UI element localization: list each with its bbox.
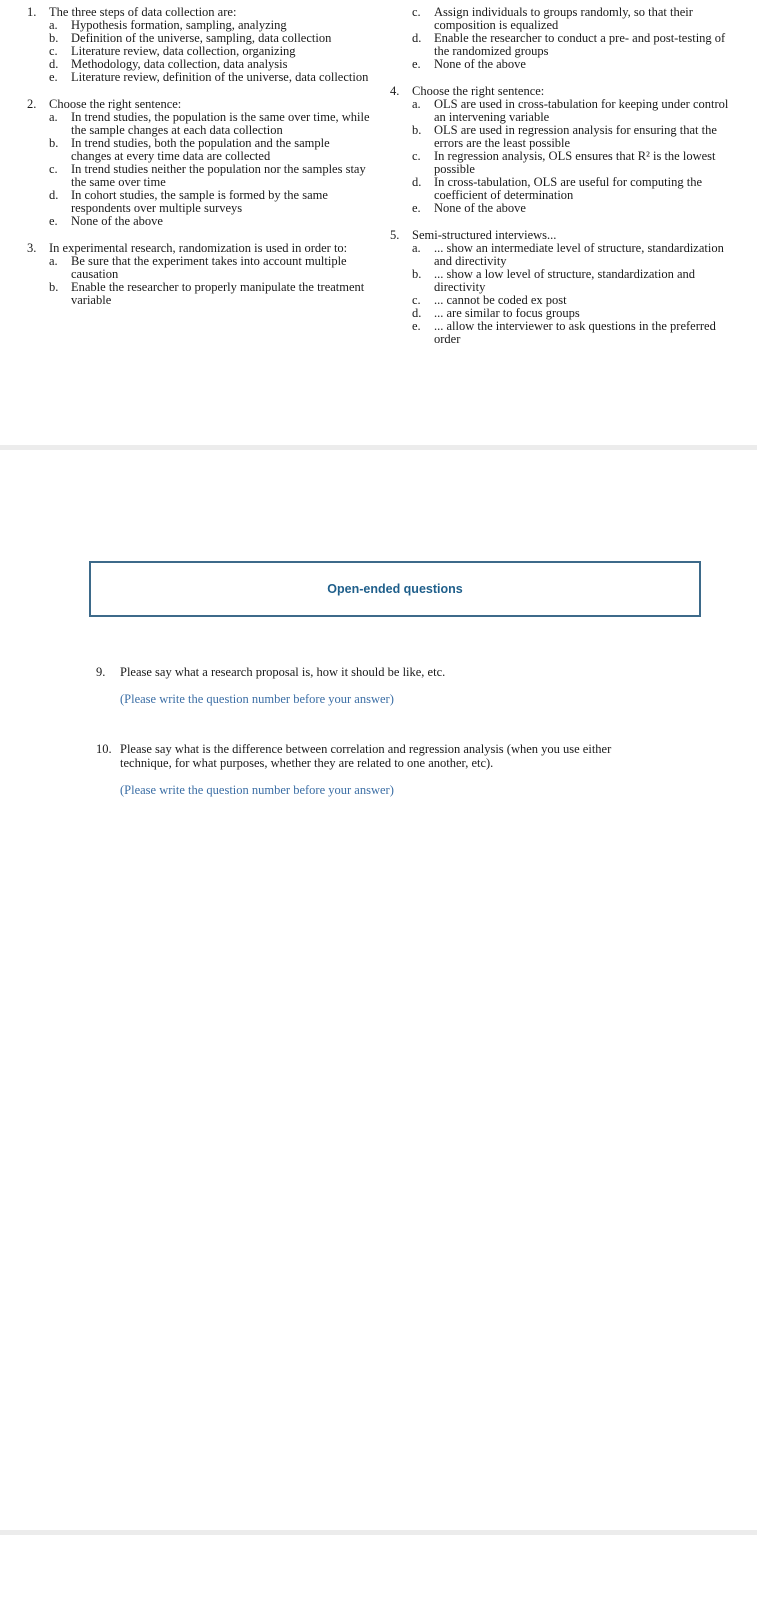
- option-text: ... cannot be coded ex post: [434, 293, 567, 307]
- option-text: Definition of the universe, sampling, data collection: [71, 31, 332, 45]
- question-3: [27, 242, 372, 307]
- option-letter: a.: [49, 18, 58, 32]
- option-text: None of the above: [434, 57, 526, 71]
- option-text: Hypothesis formation, sampling, analyzing: [71, 18, 287, 32]
- option-text: In cohort studies, the sample is formed by the same respondents over multiple surveys: [71, 188, 328, 215]
- option-letter: c.: [412, 5, 421, 19]
- option-list: [390, 98, 740, 215]
- option-letter: e.: [412, 57, 421, 71]
- option-text: In cross-tabulation, OLS are useful for computing the coefficient of determination: [434, 175, 702, 202]
- option-e: [390, 320, 740, 346]
- option-text: ... allow the interviewer to ask questions in the preferred order: [434, 319, 716, 346]
- option-text: None of the above: [434, 201, 526, 215]
- option-letter: d.: [412, 306, 422, 320]
- question-number: 4.: [390, 84, 400, 98]
- option-c: [390, 150, 740, 176]
- question-text: The three steps of data collection are:: [49, 5, 237, 19]
- option-letter: a.: [49, 110, 58, 124]
- question-3-continued: [390, 6, 740, 71]
- option-e: [390, 58, 740, 71]
- option-text: Literature review, definition of the universe, data collection: [71, 70, 369, 84]
- option-text: In trend studies neither the population nor the samples stay the same over time: [71, 162, 366, 189]
- question-number: 1.: [27, 5, 37, 19]
- option-text: Enable the researcher to properly manipulate the treatment variable: [71, 280, 365, 307]
- option-letter: a.: [412, 241, 421, 255]
- option-text: Enable the researcher to conduct a pre- and post-testing of the randomized groups: [434, 31, 726, 58]
- option-letter: a.: [49, 254, 58, 268]
- option-letter: d.: [412, 175, 422, 189]
- answer-hint: (Please write the question number before your answer): [120, 783, 394, 797]
- option-letter: e.: [412, 201, 421, 215]
- question-4: [390, 85, 740, 215]
- question-number: 3.: [27, 241, 37, 255]
- option-letter: b.: [49, 31, 59, 45]
- page-divider: [0, 445, 757, 450]
- option-letter: a.: [412, 97, 421, 111]
- question-number: 5.: [390, 228, 400, 242]
- right-column: [390, 6, 740, 360]
- option-text: Literature review, data collection, organizing: [71, 44, 296, 58]
- option-letter: d.: [49, 57, 59, 71]
- option-letter: c.: [49, 44, 58, 58]
- option-text: Assign individuals to groups randomly, so that their composition is equalized: [434, 5, 693, 32]
- question-number: 9.: [96, 665, 106, 679]
- question-1: [27, 6, 372, 84]
- page-divider: [0, 1530, 757, 1535]
- option-text: ... show an intermediate level of structure, standardization and directivity: [434, 241, 724, 268]
- option-letter: c.: [412, 149, 421, 163]
- option-a: [390, 98, 740, 124]
- left-column: [27, 6, 372, 321]
- question-text: Choose the right sentence:: [49, 97, 182, 111]
- option-a: [27, 255, 372, 281]
- option-e: [27, 71, 372, 84]
- option-letter: b.: [49, 136, 59, 150]
- option-text: None of the above: [71, 214, 163, 228]
- option-text: OLS are used in cross-tabulation for keeping under control an intervening variable: [434, 97, 729, 124]
- question-text: In experimental research, randomization is used in order to:: [49, 241, 348, 255]
- option-letter: d.: [49, 188, 59, 202]
- question-text: Semi-structured interviews...: [412, 228, 557, 242]
- option-c: [390, 6, 740, 32]
- option-text: In regression analysis, OLS ensures that R² is the lowest possible: [434, 149, 716, 176]
- option-text: Be sure that the experiment takes into account multiple causation: [71, 254, 347, 281]
- option-list: [27, 255, 372, 307]
- open-question-9: [96, 665, 656, 706]
- option-letter: e.: [49, 214, 58, 228]
- section-title: Open-ended questions: [327, 581, 463, 596]
- question-number: 2.: [27, 97, 37, 111]
- question-text: Please say what is the difference between correlation and regression analysis (when you use either technique, for what purposes, whether they are related to one another, etc).: [120, 742, 612, 770]
- option-letter: b.: [412, 123, 422, 137]
- option-text: In trend studies, the population is the same over time, while the sample changes at each data collection: [71, 110, 370, 137]
- option-b: [27, 281, 372, 307]
- option-text: In trend studies, both the population and the sample changes at every time data are collected: [71, 136, 330, 163]
- answer-hint: (Please write the question number before your answer): [120, 692, 394, 706]
- option-d: [27, 189, 372, 215]
- option-letter: b.: [49, 280, 59, 294]
- option-d: [390, 176, 740, 202]
- option-a: [390, 242, 740, 268]
- option-letter: c.: [412, 293, 421, 307]
- option-a: [27, 111, 372, 137]
- option-letter: e.: [412, 319, 421, 333]
- option-letter: d.: [412, 31, 422, 45]
- question-number: 10.: [96, 742, 112, 756]
- option-list: [27, 111, 372, 228]
- option-text: ... are similar to focus groups: [434, 306, 580, 320]
- option-text: Methodology, data collection, data analysis: [71, 57, 288, 71]
- option-letter: b.: [412, 267, 422, 281]
- question-text: Please say what a research proposal is, how it should be like, etc.: [120, 665, 446, 679]
- option-b: [390, 124, 740, 150]
- option-e: [390, 202, 740, 215]
- option-b: [390, 268, 740, 294]
- question-2: [27, 98, 372, 228]
- question-text: Choose the right sentence:: [412, 84, 545, 98]
- open-question-10: [96, 742, 656, 797]
- section-header-box: [89, 561, 701, 617]
- option-list: [390, 6, 740, 71]
- option-text: OLS are used in regression analysis for ensuring that the errors are the least possible: [434, 123, 717, 150]
- question-5: [390, 229, 740, 346]
- option-letter: e.: [49, 70, 58, 84]
- option-e: [27, 215, 372, 228]
- option-list: [27, 19, 372, 84]
- option-d: [390, 32, 740, 58]
- option-c: [27, 163, 372, 189]
- option-text: ... show a low level of structure, standardization and directivity: [434, 267, 696, 294]
- option-letter: c.: [49, 162, 58, 176]
- option-b: [27, 137, 372, 163]
- option-list: [390, 242, 740, 346]
